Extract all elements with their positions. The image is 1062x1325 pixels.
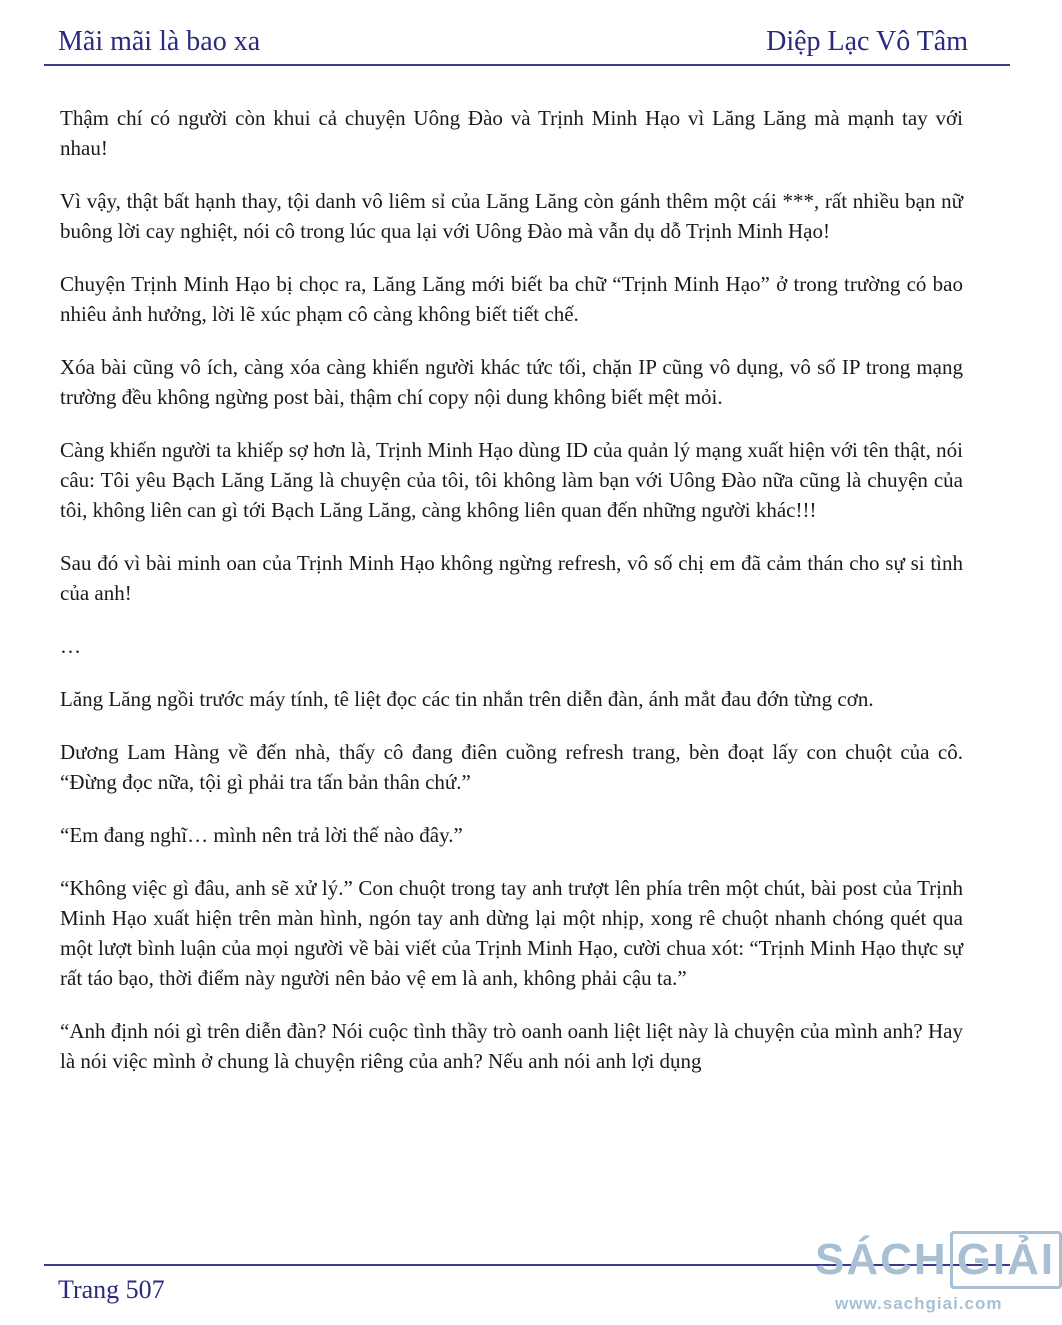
paragraph-ellipsis: …: [60, 634, 81, 658]
paragraph: Thậm chí có người còn khui cả chuyện Uông Đào và Trịnh Minh Hạo vì Lăng Lăng mà mạnh tay với nhau!: [60, 106, 963, 160]
paragraph: Càng khiến người ta khiếp sợ hơn là, Trịnh Minh Hạo dùng ID của quản lý mạng xuất hiện với tên thật, nói câu: Tôi yêu Bạch Lăng Lăng là chuyện của tôi, tôi không làm bạn với Uông Đào nữa cũng là chuyện của tôi, không liên can gì tới Bạch Lăng Lăng, càng không liên quan đến những người khác!!!: [60, 438, 963, 522]
paragraph: Vì vậy, thật bất hạnh thay, tội danh vô liêm sỉ của Lăng Lăng còn gánh thêm một cái ***, rất nhiều bạn nữ buông lời cay nghiệt, nói cô trong lúc qua lại với Uông Đào mà vẫn dụ dỗ Trịnh Minh Hạo!: [60, 189, 963, 243]
watermark-logo: [815, 1228, 1056, 1320]
paragraph: “Không việc gì đâu, anh sẽ xử lý.” Con chuột trong tay anh trượt lên phía trên một chút, bài post của Trịnh Minh Hạo xuất hiện trên màn hình, ngón tay anh dừng lại một nhịp, xong rê chuột nhanh chóng quét qua một lượt bình luận của mọi người về bài viết của Trịnh Minh Hạo, cười chua xót: “Trịnh Minh Hạo thực sự rất táo bạo, thời điểm này người nên bảo vệ em là anh, không phải cậu ta.”: [60, 876, 963, 990]
paragraph: “Em đang nghĩ… mình nên trả lời thế nào đây.”: [60, 823, 463, 847]
header-divider: [44, 64, 1010, 66]
watermark-brand-left: SÁCH: [815, 1235, 948, 1284]
paragraph: Dương Lam Hàng về đến nhà, thấy cô đang điên cuồng refresh trang, bèn đoạt lấy con chuột của cô. “Đừng đọc nữa, tội gì phải tra tấn bản thân chứ.”: [60, 740, 963, 794]
paragraph: “Anh định nói gì trên diễn đàn? Nói cuộc tình thầy trò oanh oanh liệt liệt này là chuyện của mình anh? Hay là nói việc mình ở chung là chuyện riêng của anh? Nếu anh nói anh lợi dụng: [60, 1019, 963, 1073]
page-body: [60, 103, 963, 1099]
watermark-url: www.sachgiai.com: [835, 1294, 1003, 1313]
paragraph: Lăng Lăng ngồi trước máy tính, tê liệt đọc các tin nhắn trên diễn đàn, ánh mắt đau đớn từng cơn.: [60, 687, 874, 711]
paragraph: Chuyện Trịnh Minh Hạo bị chọc ra, Lăng Lăng mới biết ba chữ “Trịnh Minh Hạo” ở trong trường có bao nhiêu ảnh hưởng, lời lẽ xúc phạm cô càng không biết tiết chế.: [60, 272, 963, 326]
book-title: Mãi mãi là bao xa: [58, 26, 261, 57]
watermark-brand: [815, 1228, 1056, 1292]
page-header: [58, 22, 968, 62]
paragraph: Sau đó vì bài minh oan của Trịnh Minh Hạo không ngừng refresh, vô số chị em đã cảm thán cho sự si tình của anh!: [60, 551, 963, 605]
page-number: Trang 507: [58, 1275, 165, 1304]
watermark-brand-right: GIẢI: [950, 1231, 1062, 1289]
paragraph: Xóa bài cũng vô ích, càng xóa càng khiến người khác tức tối, chặn IP cũng vô dụng, vô số IP trong mạng trường đều không ngừng post bài, thậm chí copy nội dung không biết mệt mỏi.: [60, 355, 963, 409]
book-author: Diệp Lạc Vô Tâm: [766, 26, 968, 57]
